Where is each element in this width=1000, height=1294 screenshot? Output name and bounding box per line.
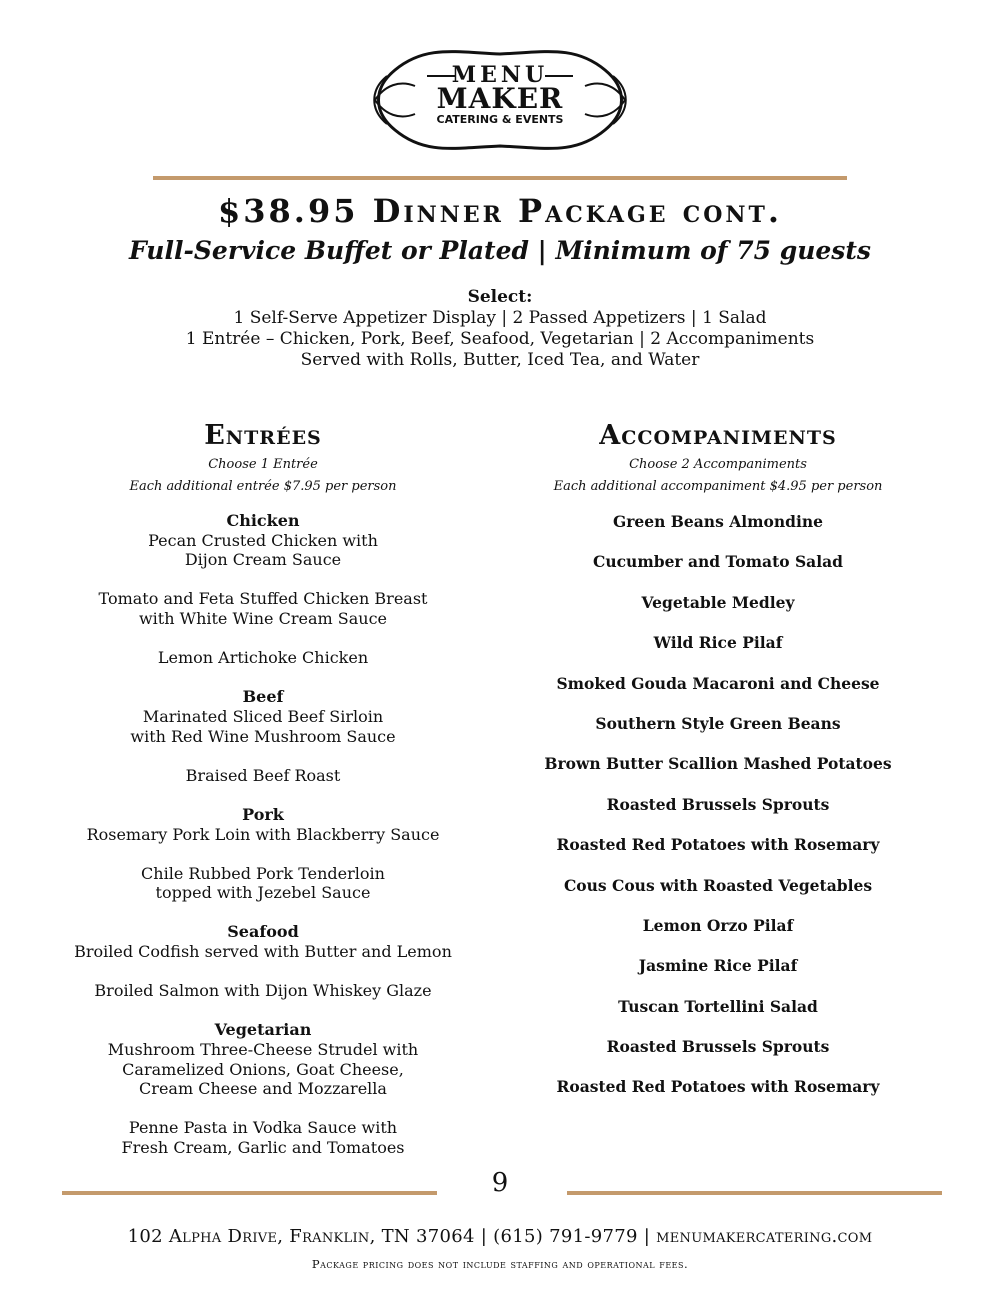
entree-group (60, 805, 466, 844)
accompaniment-item: Wild Rice Pilaf (653, 633, 783, 653)
select-line: 1 Self-Serve Appetizer Display | 2 Passed Appetizers | 1 Salad (233, 308, 767, 328)
entree-item-line: Tomato and Feta Stuffed Chicken Breast (98, 589, 428, 609)
logo-tagline: CATERING & EVENTS (436, 113, 564, 126)
entree-item-line: Marinated Sliced Beef Sirloin (142, 706, 384, 726)
page-number: 9 (491, 1168, 509, 1198)
entree-group (60, 589, 466, 628)
logo-text-maker: MAKER (436, 82, 564, 115)
entrees-note: Each additional entrée $7.95 per person (129, 479, 397, 494)
accompaniment-item: Brown Butter Scallion Mashed Potatoes (544, 754, 892, 774)
entree-item-line: Broiled Codfish served with Butter and Lemon (74, 942, 452, 962)
accompaniments-heading: Accompaniments (599, 420, 837, 451)
select-line: 1 Entrée – Chicken, Pork, Beef, Seafood, Vegetarian | 2 Accompaniments (185, 329, 815, 349)
accompaniment-item: Smoked Gouda Macaroni and Cheese (556, 673, 880, 693)
entree-item-line: with White Wine Cream Sauce (138, 608, 387, 628)
page-title: $38.95 Dinner Package cont. (218, 192, 782, 230)
entree-item-line: Chile Rubbed Pork Tenderloin (141, 863, 385, 883)
entree-item-line: with Red Wine Mushroom Sauce (130, 726, 396, 746)
entrees-heading: Entrées (204, 420, 322, 451)
entree-item-line: Cream Cheese and Mozzarella (139, 1079, 387, 1099)
entree-item-line: Penne Pasta in Vodka Sauce with (128, 1118, 398, 1138)
page-subtitle: Full-Service Buffet or Plated | Minimum of 75 guests (129, 236, 871, 265)
entree-category: Beef (242, 687, 284, 707)
footer-rule-right (567, 1191, 942, 1195)
entree-group (60, 511, 466, 570)
entree-category: Pork (242, 804, 284, 824)
entree-item-line: Lemon Artichoke Chicken (157, 648, 369, 668)
accompaniment-item: Southern Style Green Beans (595, 713, 841, 733)
entree-group (60, 864, 466, 903)
accompaniment-item: Roasted Red Potatoes with Rosemary (556, 835, 880, 855)
accompaniment-item: Green Beans Almondine (613, 512, 823, 531)
accompaniment-item: Tuscan Tortellini Salad (618, 996, 818, 1016)
accompaniments-list (540, 511, 896, 1117)
entree-item-line: Caramelized Onions, Goat Cheese, (122, 1059, 404, 1079)
accompaniment-item: Roasted Brussels Sprouts (606, 1037, 830, 1057)
accompaniment-item: Cous Cous with Roasted Vegetables (563, 875, 873, 895)
entree-group (60, 687, 466, 746)
accompaniment-item: Vegetable Medley (641, 592, 795, 612)
footer-contact: 102 Alpha Drive, Franklin, TN 37064 | (615) 791-9779 | menumakercatering.com (127, 1226, 873, 1247)
entree-group (60, 648, 466, 668)
footer-rule-left (62, 1191, 437, 1195)
entree-item-line: Braised Beef Roast (185, 765, 341, 785)
select-heading: Select: (467, 287, 533, 307)
accompaniment-item: Jasmine Rice Pilaf (638, 956, 798, 976)
select-line: Served with Rolls, Butter, Iced Tea, and Water (300, 350, 700, 370)
entree-item-line: Broiled Salmon with Dijon Whiskey Glaze (94, 981, 432, 1001)
entree-category: Seafood (227, 922, 299, 942)
accompaniments-note: Choose 2 Accompaniments (629, 457, 807, 472)
accompaniment-item: Lemon Orzo Pilaf (642, 915, 794, 935)
header-rule (153, 176, 847, 180)
entree-group (60, 766, 466, 786)
entree-item-line: Rosemary Pork Loin with Blackberry Sauce (86, 824, 440, 844)
entree-group (60, 922, 466, 961)
entree-group (60, 1118, 466, 1157)
entrees-list (60, 511, 466, 1177)
footer-disclaimer: Package pricing does not include staffing and operational fees. (311, 1257, 689, 1271)
entree-item-line: Mushroom Three-Cheese Strudel with (107, 1040, 419, 1060)
entree-item-line: Fresh Cream, Garlic and Tomatoes (121, 1138, 405, 1157)
accompaniments-note: Each additional accompaniment $4.95 per person (553, 479, 883, 494)
entrees-note: Choose 1 Entrée (208, 457, 318, 472)
accompaniment-item: Roasted Red Potatoes with Rosemary (556, 1077, 880, 1097)
entree-category: Vegetarian (214, 1020, 312, 1040)
accompaniment-item: Roasted Brussels Sprouts (606, 794, 830, 814)
logo-text-menu: MENU (451, 62, 549, 88)
entree-category: Chicken (226, 511, 300, 530)
entree-item-line: topped with Jezebel Sauce (155, 883, 371, 903)
entree-item-line: Pecan Crusted Chicken with (148, 530, 378, 550)
entree-group (60, 1020, 466, 1098)
entree-group (60, 981, 466, 1001)
entree-item-line: Dijon Cream Sauce (184, 550, 342, 570)
accompaniment-item: Cucumber and Tomato Salad (593, 552, 843, 572)
